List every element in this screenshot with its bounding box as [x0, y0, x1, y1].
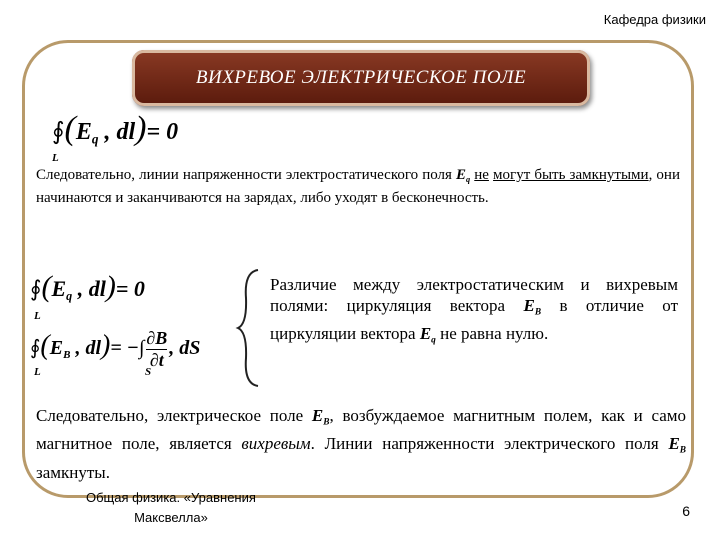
- vector-eb: $E_B$: [311, 406, 330, 428]
- formula-circulation-eq: $∮(E_q$ , dl)= 0: [52, 110, 179, 147]
- paragraph-vortex: Следовательно, электрическое поле $E_B$, возбуждаемое магнитным полем, как и само магнитное поле, является вихревым. Линии напряженности электрического поля $E_B$ замкнуты.: [36, 406, 687, 482]
- department-label: Кафедра физики: [603, 12, 706, 27]
- course-footer: Общая физика. «Уравнения Максвелла»: [86, 490, 256, 525]
- slide-title: ВИХРЕВОЕ ЭЛЕКТРИЧЕСКОЕ ПОЛЕ: [195, 67, 527, 88]
- page-number: 6: [682, 503, 690, 519]
- vector-eq: $E_q$: [456, 167, 471, 184]
- curly-brace-icon: [234, 268, 264, 388]
- title-banner: [132, 50, 590, 106]
- paragraph-difference: Различие между электростатическим и вихревым полями: циркуляция вектора $E_B$ в отличие от циркуляции вектора $E_q$ не равна нулю.: [270, 275, 678, 346]
- formula-limit-label: L: [34, 366, 41, 378]
- formula-limit-label: S: [145, 366, 152, 378]
- vector-eq: $E_q$: [419, 324, 436, 346]
- formula-vortex-circulation: $∮(E_B$ , dl)= −∫ $\frac{\partial B}{\partial t}$ , dS: [30, 328, 201, 370]
- formula-electrostatic-circulation: $∮(E_q$ , dl)= 0: [30, 270, 145, 304]
- formula-limit-label: L: [52, 152, 59, 164]
- fraction: $\frac{\partial B}{\partial t}$: [146, 328, 168, 370]
- vector-eb: $E_B$: [668, 434, 687, 456]
- formula-limit-label: L: [34, 310, 41, 322]
- paragraph-electrostatic: Следовательно, линии напряженности электростатического поля $E_q$ не могут быть замкнутыми, они начинаются и заканчиваются на зарядах, либо уходят в бесконечность.: [36, 167, 680, 206]
- vector-eb: $E_B$: [523, 296, 542, 318]
